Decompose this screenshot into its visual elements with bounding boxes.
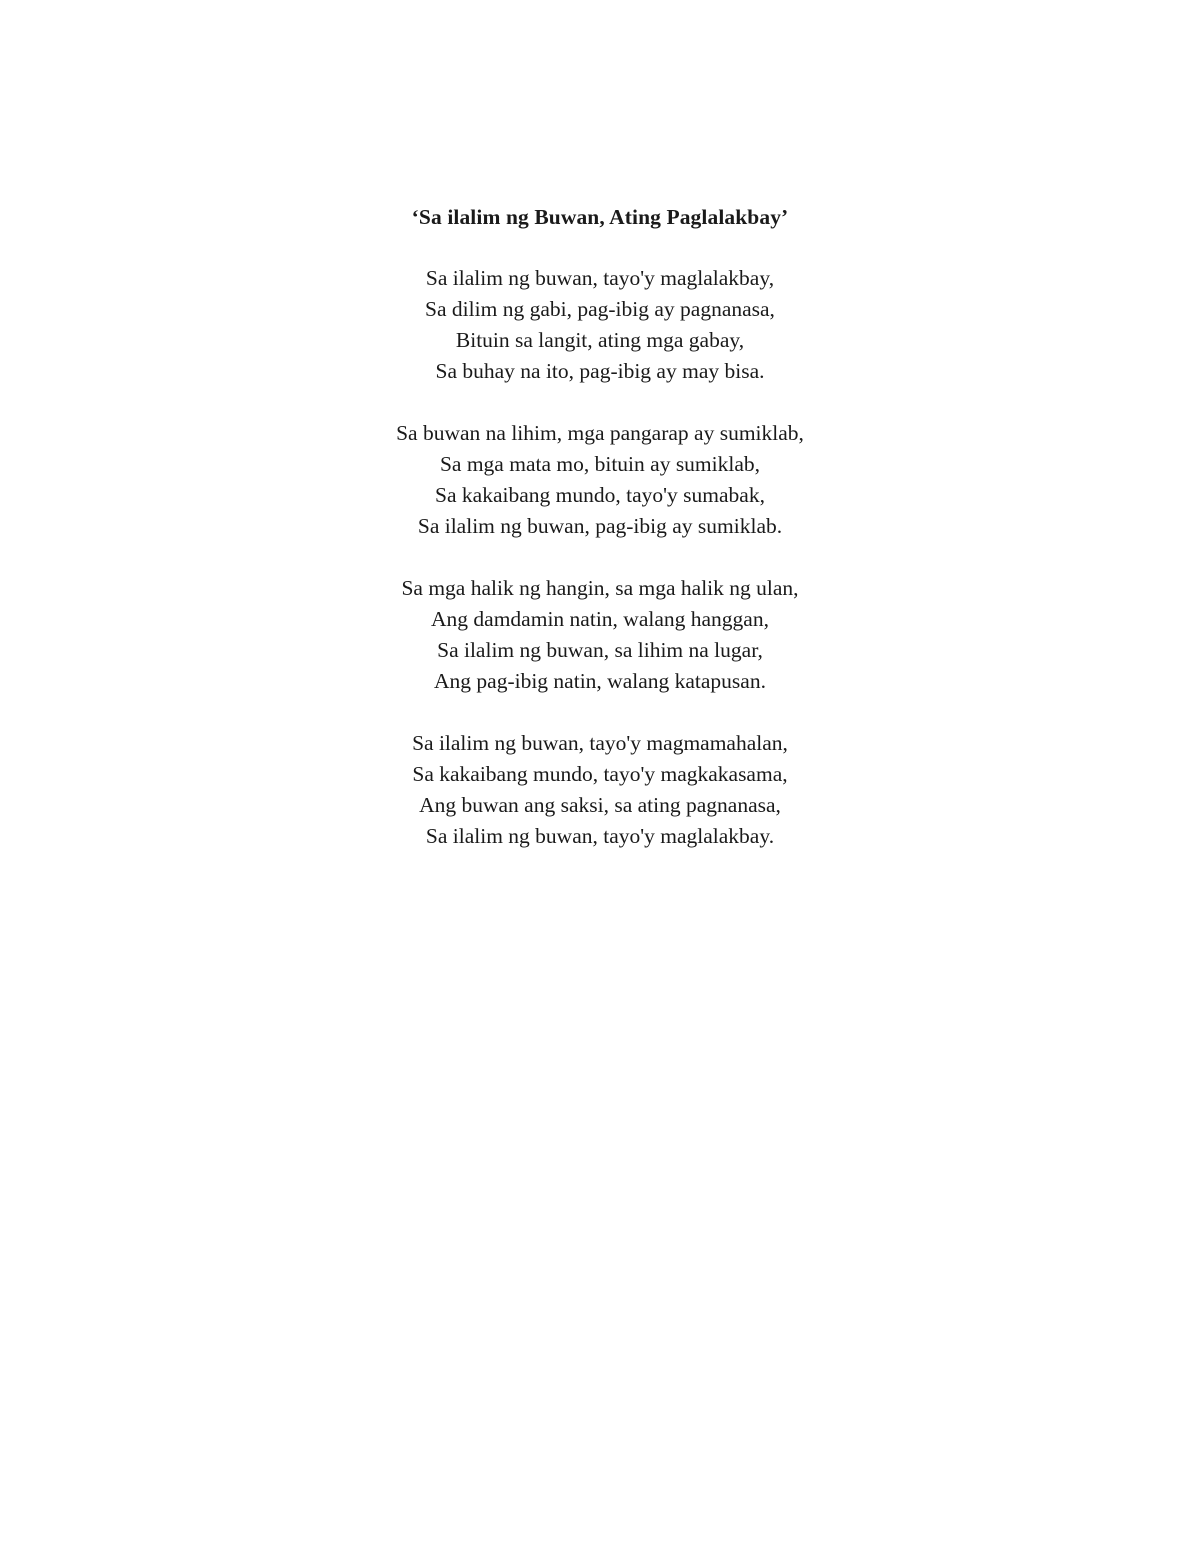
- poem-line: Sa ilalim ng buwan, tayo'y magmamahalan,: [412, 731, 788, 755]
- poem-title: ‘Sa ilalim ng Buwan, Ating Paglalakbay’: [411, 205, 789, 229]
- poem-line: Sa buhay na ito, pag-ibig ay may bisa.: [435, 359, 765, 383]
- stanza-3: [0, 573, 1200, 697]
- poem-line: Sa ilalim ng buwan, pag-ibig ay sumiklab.: [417, 514, 783, 538]
- poem-line: Ang damdamin natin, walang hanggan,: [431, 607, 769, 631]
- stanza-4: [0, 728, 1200, 852]
- poem-line: Ang pag-ibig natin, walang katapusan.: [434, 669, 766, 693]
- poem-line: Sa ilalim ng buwan, tayo'y maglalakbay.: [425, 824, 775, 848]
- poem-line: Sa ilalim ng buwan, sa lihim na lugar,: [437, 638, 763, 662]
- poem-line: Ang buwan ang saksi, sa ating pagnanasa,: [419, 793, 781, 817]
- stanza-1: [0, 263, 1200, 387]
- poem-line: Sa kakaibang mundo, tayo'y sumabak,: [435, 483, 765, 507]
- stanza-2: [0, 418, 1200, 542]
- poem-line: Sa mga halik ng hangin, sa mga halik ng ulan,: [401, 576, 799, 600]
- poem-line: Sa kakaibang mundo, tayo'y magkakasama,: [412, 762, 788, 786]
- poem: [0, 202, 1200, 883]
- poem-line: Sa mga mata mo, bituin ay sumiklab,: [439, 452, 761, 476]
- poem-line: Sa ilalim ng buwan, tayo'y maglalakbay,: [425, 266, 775, 290]
- poem-line: Sa dilim ng gabi, pag-ibig ay pagnanasa,: [425, 297, 775, 321]
- poem-line: Bituin sa langit, ating mga gabay,: [455, 328, 745, 352]
- poem-line: Sa buwan na lihim, mga pangarap ay sumiklab,: [396, 421, 804, 445]
